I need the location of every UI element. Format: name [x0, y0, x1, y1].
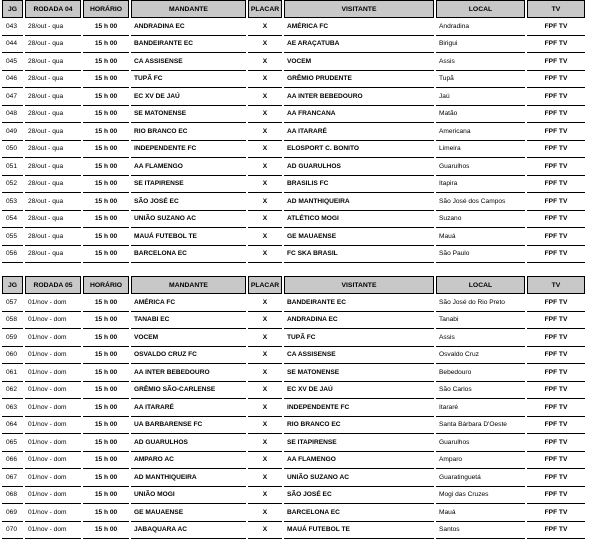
- home-team: UA BARBARENSE FC: [131, 417, 246, 435]
- home-team: SÃO JOSÉ EC: [131, 193, 246, 211]
- match-number: 056: [2, 246, 23, 264]
- score-placeholder: X: [248, 347, 282, 365]
- score-placeholder: X: [248, 193, 282, 211]
- tv-channel: FPF TV: [527, 228, 585, 246]
- match-venue: Guarulhos: [436, 434, 525, 452]
- tv-channel: FPF TV: [527, 18, 585, 36]
- tv-channel: FPF TV: [527, 329, 585, 347]
- home-team: AA INTER BEBEDOURO: [131, 364, 246, 382]
- home-team: SE ITAPIRENSE: [131, 176, 246, 194]
- match-date: 28/out - qua: [25, 106, 81, 124]
- away-team: EC XV DE JAÚ: [284, 382, 434, 400]
- away-team: AA INTER BEBEDOURO: [284, 88, 434, 106]
- table-row: [2, 246, 585, 264]
- home-team: CA ASSISENSE: [131, 53, 246, 71]
- score-placeholder: X: [248, 452, 282, 470]
- home-team: AA FLAMENGO: [131, 158, 246, 176]
- match-venue: Assis: [436, 53, 525, 71]
- home-team: ANDRADINA EC: [131, 18, 246, 36]
- table-row: [2, 228, 585, 246]
- home-team: MAUÁ FUTEBOL TE: [131, 228, 246, 246]
- match-date: 01/nov - dom: [25, 382, 81, 400]
- match-time: 15 h 00: [83, 452, 129, 470]
- tv-channel: FPF TV: [527, 53, 585, 71]
- match-time: 15 h 00: [83, 246, 129, 264]
- home-team: UNIÃO MOGI: [131, 487, 246, 505]
- match-date: 28/out - qua: [25, 158, 81, 176]
- home-team: BARCELONA EC: [131, 246, 246, 264]
- match-venue: Amparo: [436, 452, 525, 470]
- match-time: 15 h 00: [83, 522, 129, 540]
- away-team: BARCELONA EC: [284, 504, 434, 522]
- match-number: 067: [2, 469, 23, 487]
- match-number: 058: [2, 312, 23, 330]
- home-team: SE MATONENSE: [131, 106, 246, 124]
- home-team: TANABI EC: [131, 312, 246, 330]
- score-placeholder: X: [248, 504, 282, 522]
- match-date: 01/nov - dom: [25, 522, 81, 540]
- away-team: AE ARAÇATUBA: [284, 36, 434, 54]
- match-date: 01/nov - dom: [25, 329, 81, 347]
- match-venue: Andradina: [436, 18, 525, 36]
- away-team: ELOSPORT C. BONITO: [284, 141, 434, 159]
- match-venue: Santa Bárbara D'Oeste: [436, 417, 525, 435]
- tv-channel: FPF TV: [527, 294, 585, 312]
- tv-channel: FPF TV: [527, 88, 585, 106]
- score-placeholder: X: [248, 329, 282, 347]
- tv-channel: FPF TV: [527, 141, 585, 159]
- score-placeholder: X: [248, 18, 282, 36]
- table-row: [2, 522, 585, 540]
- score-placeholder: X: [248, 88, 282, 106]
- match-time: 15 h 00: [83, 106, 129, 124]
- away-team: SE ITAPIRENSE: [284, 434, 434, 452]
- match-number: 068: [2, 487, 23, 505]
- tv-channel: FPF TV: [527, 487, 585, 505]
- match-number: 048: [2, 106, 23, 124]
- home-team: UNIÃO SUZANO AC: [131, 211, 246, 229]
- home-team: OSVALDO CRUZ FC: [131, 347, 246, 365]
- match-number: 057: [2, 294, 23, 312]
- match-time: 15 h 00: [83, 18, 129, 36]
- match-date: 28/out - qua: [25, 88, 81, 106]
- match-venue: Santos: [436, 522, 525, 540]
- match-date: 01/nov - dom: [25, 312, 81, 330]
- score-placeholder: X: [248, 399, 282, 417]
- home-team: AMPARO AC: [131, 452, 246, 470]
- match-time: 15 h 00: [83, 347, 129, 365]
- tv-channel: FPF TV: [527, 504, 585, 522]
- match-time: 15 h 00: [83, 382, 129, 400]
- match-venue: Guaratinguetá: [436, 469, 525, 487]
- header-row: [2, 276, 585, 294]
- table-row: [2, 347, 585, 365]
- away-team: AA FLAMENGO: [284, 452, 434, 470]
- match-number: 054: [2, 211, 23, 229]
- tv-channel: FPF TV: [527, 469, 585, 487]
- match-time: 15 h 00: [83, 294, 129, 312]
- round-gap: [0, 263, 586, 276]
- match-venue: Guarulhos: [436, 158, 525, 176]
- match-time: 15 h 00: [83, 487, 129, 505]
- match-date: 28/out - qua: [25, 123, 81, 141]
- table-row: [2, 53, 585, 71]
- match-time: 15 h 00: [83, 434, 129, 452]
- match-venue: Americana: [436, 123, 525, 141]
- table-row: [2, 294, 585, 312]
- table-row: [2, 88, 585, 106]
- header-away: VISITANTE: [284, 0, 434, 18]
- match-time: 15 h 00: [83, 469, 129, 487]
- table-row: [2, 452, 585, 470]
- match-date: 28/out - qua: [25, 228, 81, 246]
- tv-channel: FPF TV: [527, 193, 585, 211]
- tv-channel: FPF TV: [527, 522, 585, 540]
- match-number: 044: [2, 36, 23, 54]
- score-placeholder: X: [248, 176, 282, 194]
- table-row: [2, 141, 585, 159]
- match-number: 061: [2, 364, 23, 382]
- table-row: [2, 469, 585, 487]
- match-number: 049: [2, 123, 23, 141]
- score-placeholder: X: [248, 158, 282, 176]
- tv-channel: FPF TV: [527, 382, 585, 400]
- table-row: [2, 158, 585, 176]
- score-placeholder: X: [248, 228, 282, 246]
- away-team: SÃO JOSÉ EC: [284, 487, 434, 505]
- table-row: [2, 329, 585, 347]
- match-venue: Assis: [436, 329, 525, 347]
- table-row: [2, 434, 585, 452]
- round-body: [2, 18, 585, 263]
- score-placeholder: X: [248, 53, 282, 71]
- away-team: CA ASSISENSE: [284, 347, 434, 365]
- match-number: 062: [2, 382, 23, 400]
- tv-channel: FPF TV: [527, 452, 585, 470]
- tv-channel: FPF TV: [527, 434, 585, 452]
- match-date: 01/nov - dom: [25, 417, 81, 435]
- match-date: 28/out - qua: [25, 71, 81, 89]
- match-date: 28/out - qua: [25, 141, 81, 159]
- away-team: ATLÉTICO MOGI: [284, 211, 434, 229]
- header-away: VISITANTE: [284, 276, 434, 294]
- home-team: INDEPENDENTE FC: [131, 141, 246, 159]
- tv-channel: FPF TV: [527, 347, 585, 365]
- away-team: BANDEIRANTE EC: [284, 294, 434, 312]
- match-date: 28/out - qua: [25, 176, 81, 194]
- home-team: VOCEM: [131, 329, 246, 347]
- away-team: SE MATONENSE: [284, 364, 434, 382]
- match-time: 15 h 00: [83, 312, 129, 330]
- header-time: HORÁRIO: [83, 0, 129, 18]
- match-number: 053: [2, 193, 23, 211]
- home-team: GRÊMIO SÃO-CARLENSE: [131, 382, 246, 400]
- match-venue: Mogi das Cruzes: [436, 487, 525, 505]
- header-jg: JG: [2, 276, 23, 294]
- match-date: 28/out - qua: [25, 53, 81, 71]
- away-team: TUPÃ FC: [284, 329, 434, 347]
- match-date: 01/nov - dom: [25, 399, 81, 417]
- away-team: UNIÃO SUZANO AC: [284, 469, 434, 487]
- score-placeholder: X: [248, 434, 282, 452]
- match-time: 15 h 00: [83, 123, 129, 141]
- match-date: 01/nov - dom: [25, 434, 81, 452]
- match-venue: Tanabi: [436, 312, 525, 330]
- away-team: VOCEM: [284, 53, 434, 71]
- match-venue: Bebedouro: [436, 364, 525, 382]
- score-placeholder: X: [248, 312, 282, 330]
- match-time: 15 h 00: [83, 329, 129, 347]
- match-time: 15 h 00: [83, 88, 129, 106]
- score-placeholder: X: [248, 382, 282, 400]
- table-row: [2, 193, 585, 211]
- match-time: 15 h 00: [83, 417, 129, 435]
- home-team: AA ITARARÉ: [131, 399, 246, 417]
- table-row: [2, 176, 585, 194]
- match-venue: Limeira: [436, 141, 525, 159]
- match-venue: Suzano: [436, 211, 525, 229]
- header-round: RODADA 04: [25, 0, 81, 18]
- home-team: RIO BRANCO EC: [131, 123, 246, 141]
- tv-channel: FPF TV: [527, 246, 585, 264]
- round-body: [2, 294, 585, 539]
- home-team: AD GUARULHOS: [131, 434, 246, 452]
- away-team: AD GUARULHOS: [284, 158, 434, 176]
- match-venue: Mauá: [436, 504, 525, 522]
- score-placeholder: X: [248, 36, 282, 54]
- match-number: 050: [2, 141, 23, 159]
- match-venue: Mauá: [436, 228, 525, 246]
- tv-channel: FPF TV: [527, 312, 585, 330]
- score-placeholder: X: [248, 211, 282, 229]
- match-venue: São Carlos: [436, 382, 525, 400]
- table-row: [2, 487, 585, 505]
- match-number: 066: [2, 452, 23, 470]
- away-team: INDEPENDENTE FC: [284, 399, 434, 417]
- score-placeholder: X: [248, 522, 282, 540]
- match-time: 15 h 00: [83, 141, 129, 159]
- match-date: 28/out - qua: [25, 36, 81, 54]
- tv-channel: FPF TV: [527, 399, 585, 417]
- table-row: [2, 364, 585, 382]
- match-number: 065: [2, 434, 23, 452]
- score-placeholder: X: [248, 246, 282, 264]
- match-number: 047: [2, 88, 23, 106]
- score-placeholder: X: [248, 123, 282, 141]
- header-round: RODADA 05: [25, 276, 81, 294]
- header-jg: JG: [2, 0, 23, 18]
- match-number: 046: [2, 71, 23, 89]
- home-team: GE MAUAENSE: [131, 504, 246, 522]
- header-score: PLACAR: [248, 276, 282, 294]
- match-number: 063: [2, 399, 23, 417]
- round-table: [0, 0, 587, 263]
- table-row: [2, 36, 585, 54]
- match-venue: Birigui: [436, 36, 525, 54]
- score-placeholder: X: [248, 487, 282, 505]
- away-team: AA FRANCANA: [284, 106, 434, 124]
- tv-channel: FPF TV: [527, 36, 585, 54]
- match-number: 069: [2, 504, 23, 522]
- match-number: 059: [2, 329, 23, 347]
- match-venue: Itapira: [436, 176, 525, 194]
- match-time: 15 h 00: [83, 399, 129, 417]
- match-date: 28/out - qua: [25, 246, 81, 264]
- home-team: TUPÃ FC: [131, 71, 246, 89]
- match-number: 060: [2, 347, 23, 365]
- table-row: [2, 312, 585, 330]
- table-row: [2, 382, 585, 400]
- match-date: 01/nov - dom: [25, 347, 81, 365]
- away-team: AA ITARARÉ: [284, 123, 434, 141]
- away-team: MAUÁ FUTEBOL TE: [284, 522, 434, 540]
- match-venue: Itararé: [436, 399, 525, 417]
- round-table: [0, 276, 587, 539]
- match-time: 15 h 00: [83, 211, 129, 229]
- score-placeholder: X: [248, 71, 282, 89]
- score-placeholder: X: [248, 417, 282, 435]
- away-team: GE MAUAENSE: [284, 228, 434, 246]
- table-row: [2, 71, 585, 89]
- match-venue: São José dos Campos: [436, 193, 525, 211]
- tv-channel: FPF TV: [527, 176, 585, 194]
- match-number: 070: [2, 522, 23, 540]
- score-placeholder: X: [248, 469, 282, 487]
- match-time: 15 h 00: [83, 193, 129, 211]
- match-number: 052: [2, 176, 23, 194]
- match-time: 15 h 00: [83, 228, 129, 246]
- match-date: 01/nov - dom: [25, 452, 81, 470]
- match-number: 045: [2, 53, 23, 71]
- header-home: MANDANTE: [131, 276, 246, 294]
- match-time: 15 h 00: [83, 364, 129, 382]
- table-row: [2, 106, 585, 124]
- match-venue: Tupã: [436, 71, 525, 89]
- match-time: 15 h 00: [83, 504, 129, 522]
- home-team: JABAQUARA AC: [131, 522, 246, 540]
- table-row: [2, 211, 585, 229]
- header-venue: LOCAL: [436, 276, 525, 294]
- away-team: AD MANTHIQUEIRA: [284, 193, 434, 211]
- tv-channel: FPF TV: [527, 211, 585, 229]
- match-venue: Jaú: [436, 88, 525, 106]
- match-date: 28/out - qua: [25, 18, 81, 36]
- home-team: EC XV DE JAÚ: [131, 88, 246, 106]
- match-time: 15 h 00: [83, 71, 129, 89]
- tv-channel: FPF TV: [527, 364, 585, 382]
- header-row: [2, 0, 585, 18]
- match-date: 01/nov - dom: [25, 469, 81, 487]
- header-tv: TV: [527, 276, 585, 294]
- match-venue: São José do Rio Preto: [436, 294, 525, 312]
- header-venue: LOCAL: [436, 0, 525, 18]
- tv-channel: FPF TV: [527, 123, 585, 141]
- match-number: 051: [2, 158, 23, 176]
- match-venue: Matão: [436, 106, 525, 124]
- away-team: RIO BRANCO EC: [284, 417, 434, 435]
- home-team: AD MANTHIQUEIRA: [131, 469, 246, 487]
- match-time: 15 h 00: [83, 36, 129, 54]
- match-number: 043: [2, 18, 23, 36]
- table-row: [2, 399, 585, 417]
- match-date: 28/out - qua: [25, 211, 81, 229]
- tv-channel: FPF TV: [527, 158, 585, 176]
- header-tv: TV: [527, 0, 585, 18]
- away-team: BRASILIS FC: [284, 176, 434, 194]
- score-placeholder: X: [248, 106, 282, 124]
- match-date: 01/nov - dom: [25, 364, 81, 382]
- table-row: [2, 18, 585, 36]
- header-time: HORÁRIO: [83, 276, 129, 294]
- score-placeholder: X: [248, 294, 282, 312]
- table-row: [2, 417, 585, 435]
- match-date: 01/nov - dom: [25, 294, 81, 312]
- away-team: ANDRADINA EC: [284, 312, 434, 330]
- tv-channel: FPF TV: [527, 417, 585, 435]
- match-venue: São Paulo: [436, 246, 525, 264]
- score-placeholder: X: [248, 141, 282, 159]
- match-time: 15 h 00: [83, 176, 129, 194]
- away-team: FC SKA BRASIL: [284, 246, 434, 264]
- match-date: 28/out - qua: [25, 193, 81, 211]
- match-date: 01/nov - dom: [25, 504, 81, 522]
- match-date: 01/nov - dom: [25, 487, 81, 505]
- table-row: [2, 123, 585, 141]
- header-home: MANDANTE: [131, 0, 246, 18]
- tv-channel: FPF TV: [527, 71, 585, 89]
- match-time: 15 h 00: [83, 158, 129, 176]
- home-team: BANDEIRANTE EC: [131, 36, 246, 54]
- away-team: AMÉRICA FC: [284, 18, 434, 36]
- home-team: AMÉRICA FC: [131, 294, 246, 312]
- header-score: PLACAR: [248, 0, 282, 18]
- match-venue: Osvaldo Cruz: [436, 347, 525, 365]
- away-team: GRÊMIO PRUDENTE: [284, 71, 434, 89]
- score-placeholder: X: [248, 364, 282, 382]
- match-time: 15 h 00: [83, 53, 129, 71]
- match-number: 055: [2, 228, 23, 246]
- match-number: 064: [2, 417, 23, 435]
- tv-channel: FPF TV: [527, 106, 585, 124]
- table-row: [2, 504, 585, 522]
